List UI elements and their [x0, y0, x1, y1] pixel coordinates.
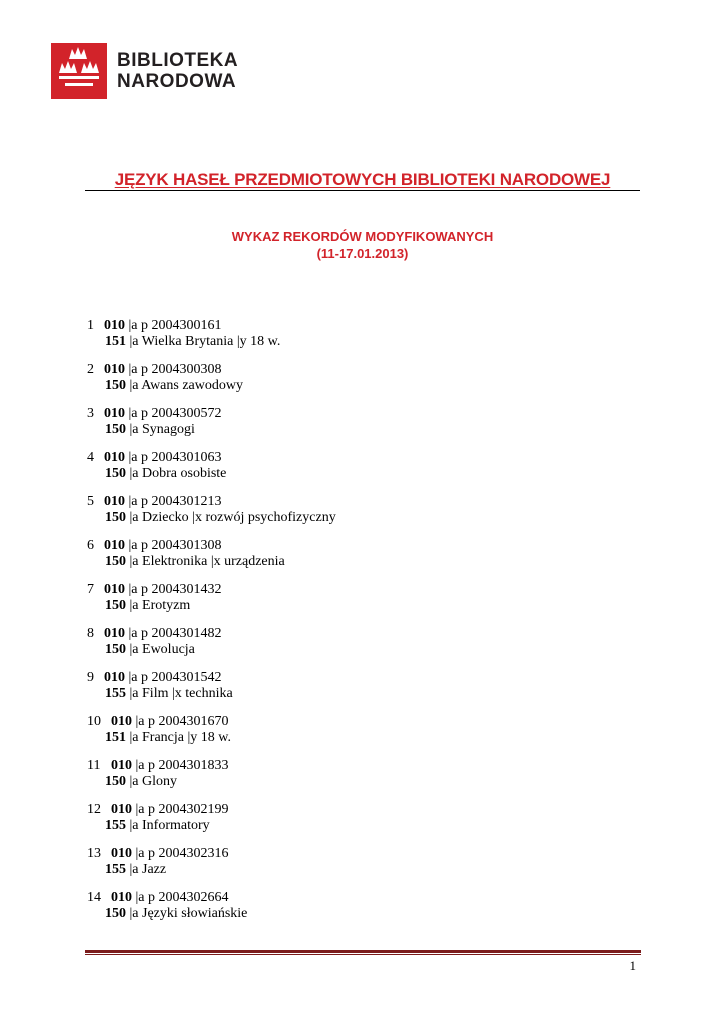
list-item — [87, 494, 647, 538]
record-line-heading — [87, 510, 647, 526]
field-value: |a p 2004301308 — [125, 538, 222, 553]
field-tag: 010 — [104, 318, 125, 333]
field-tag: 155 — [105, 862, 126, 877]
record-number: 4 — [87, 450, 94, 465]
record-number: 5 — [87, 494, 94, 509]
record-line-heading — [87, 906, 647, 922]
field-value: |a Elektronika |x urządzenia — [126, 554, 285, 569]
record-line-010 — [87, 318, 647, 334]
title-divider — [85, 190, 640, 191]
field-value: |a p 2004301542 — [125, 670, 222, 685]
record-number: 6 — [87, 538, 94, 553]
subtitle-date-range: (11-17.01.2013) — [316, 246, 409, 261]
record-line-heading — [87, 422, 647, 438]
field-value: |a p 2004300572 — [125, 406, 222, 421]
field-value: |a p 2004301213 — [125, 494, 222, 509]
record-line-heading — [87, 554, 647, 570]
field-value: |a p 2004302199 — [132, 802, 229, 817]
list-item — [87, 406, 647, 450]
field-value: |a Erotyzm — [126, 598, 191, 613]
field-tag: 010 — [104, 362, 125, 377]
record-line-heading — [87, 378, 647, 394]
field-tag: 010 — [104, 406, 125, 421]
list-item — [87, 626, 647, 670]
field-value: |a p 2004301432 — [125, 582, 222, 597]
record-number: 13 — [87, 846, 101, 861]
field-tag: 010 — [104, 450, 125, 465]
field-tag: 010 — [104, 626, 125, 641]
page-number: 1 — [629, 958, 636, 973]
field-value: |a p 2004300161 — [125, 318, 222, 333]
record-line-heading — [87, 642, 647, 658]
record-list — [87, 318, 647, 934]
record-line-010 — [87, 582, 647, 598]
field-value: |a Film |x technika — [126, 686, 233, 701]
record-line-heading — [87, 730, 647, 746]
field-value: |a p 2004302664 — [132, 890, 229, 905]
record-number: 7 — [87, 582, 94, 597]
record-line-010 — [87, 450, 647, 466]
document-title: JĘZYK HASEŁ PRZEDMIOTOWYCH BIBLIOTEKI NARODOWEJ — [114, 170, 611, 189]
field-tag: 151 — [105, 334, 126, 349]
record-line-010 — [87, 406, 647, 422]
field-tag: 010 — [111, 758, 132, 773]
record-number: 8 — [87, 626, 94, 641]
field-tag: 150 — [105, 598, 126, 613]
list-item — [87, 890, 647, 934]
record-number: 11 — [87, 758, 101, 773]
footer-divider-thin — [85, 954, 641, 955]
field-value: |a Języki słowiańskie — [126, 906, 248, 921]
field-tag: 010 — [111, 714, 132, 729]
field-value: |a Informatory — [126, 818, 210, 833]
record-line-010 — [87, 714, 647, 730]
list-item — [87, 538, 647, 582]
list-item — [87, 362, 647, 406]
record-line-010 — [87, 538, 647, 554]
record-line-010 — [87, 670, 647, 686]
list-item — [87, 450, 647, 494]
field-tag: 155 — [105, 686, 126, 701]
list-item — [87, 582, 647, 626]
field-tag: 010 — [104, 494, 125, 509]
list-item — [87, 802, 647, 846]
logo-line-2: NARODOWA — [117, 71, 237, 92]
record-number: 10 — [87, 714, 101, 729]
record-line-heading — [87, 818, 647, 834]
field-value: |a p 2004301063 — [125, 450, 222, 465]
field-tag: 150 — [105, 378, 126, 393]
record-line-heading — [87, 334, 647, 350]
field-tag: 010 — [104, 538, 125, 553]
document-subtitle — [85, 228, 640, 262]
field-value: |a Ewolucja — [126, 642, 195, 657]
field-value: |a p 2004300308 — [125, 362, 222, 377]
field-tag: 010 — [111, 846, 132, 861]
field-tag: 150 — [105, 510, 126, 525]
field-tag: 150 — [105, 554, 126, 569]
field-tag: 010 — [104, 670, 125, 685]
field-value: |a Dziecko |x rozwój psychofizyczny — [126, 510, 336, 525]
logo-line-1: BIBLIOTEKA — [117, 50, 239, 71]
record-number: 1 — [87, 318, 94, 333]
field-value: |a p 2004301833 — [132, 758, 229, 773]
list-item — [87, 318, 647, 362]
field-tag: 010 — [111, 890, 132, 905]
crown-icon — [51, 43, 107, 99]
field-value: |a Wielka Brytania |y 18 w. — [126, 334, 281, 349]
field-tag: 151 — [105, 730, 126, 745]
record-line-010 — [87, 890, 647, 906]
field-tag: 155 — [105, 818, 126, 833]
record-number: 9 — [87, 670, 94, 685]
field-tag: 150 — [105, 774, 126, 789]
subtitle-line-1: WYKAZ REKORDÓW MODYFIKOWANYCH — [231, 229, 494, 244]
field-tag: 150 — [105, 642, 126, 657]
record-line-heading — [87, 686, 647, 702]
record-line-010 — [87, 846, 647, 862]
field-value: |a Francja |y 18 w. — [126, 730, 231, 745]
field-value: |a Awans zawodowy — [126, 378, 243, 393]
record-line-010 — [87, 494, 647, 510]
record-line-010 — [87, 362, 647, 378]
record-number: 14 — [87, 890, 101, 905]
list-item — [87, 714, 647, 758]
record-line-010 — [87, 626, 647, 642]
field-value: |a Jazz — [126, 862, 167, 877]
list-item — [87, 846, 647, 890]
field-tag: 150 — [105, 906, 126, 921]
logo-wordmark — [117, 50, 238, 92]
list-item — [87, 670, 647, 714]
record-line-heading — [87, 598, 647, 614]
field-value: |a p 2004301670 — [132, 714, 229, 729]
library-logo — [51, 43, 238, 99]
field-tag: 150 — [105, 422, 126, 437]
list-item — [87, 758, 647, 802]
field-value: |a Synagogi — [126, 422, 195, 437]
record-line-heading — [87, 862, 647, 878]
record-line-010 — [87, 758, 647, 774]
field-tag: 010 — [104, 582, 125, 597]
record-number: 3 — [87, 406, 94, 421]
field-value: |a p 2004301482 — [125, 626, 222, 641]
field-tag: 150 — [105, 466, 126, 481]
record-line-heading — [87, 774, 647, 790]
field-tag: 010 — [111, 802, 132, 817]
record-number: 2 — [87, 362, 94, 377]
field-value: |a Dobra osobiste — [126, 466, 227, 481]
record-line-heading — [87, 466, 647, 482]
field-value: |a Glony — [126, 774, 178, 789]
footer-divider — [85, 950, 641, 953]
record-number: 12 — [87, 802, 101, 817]
field-value: |a p 2004302316 — [132, 846, 229, 861]
record-line-010 — [87, 802, 647, 818]
